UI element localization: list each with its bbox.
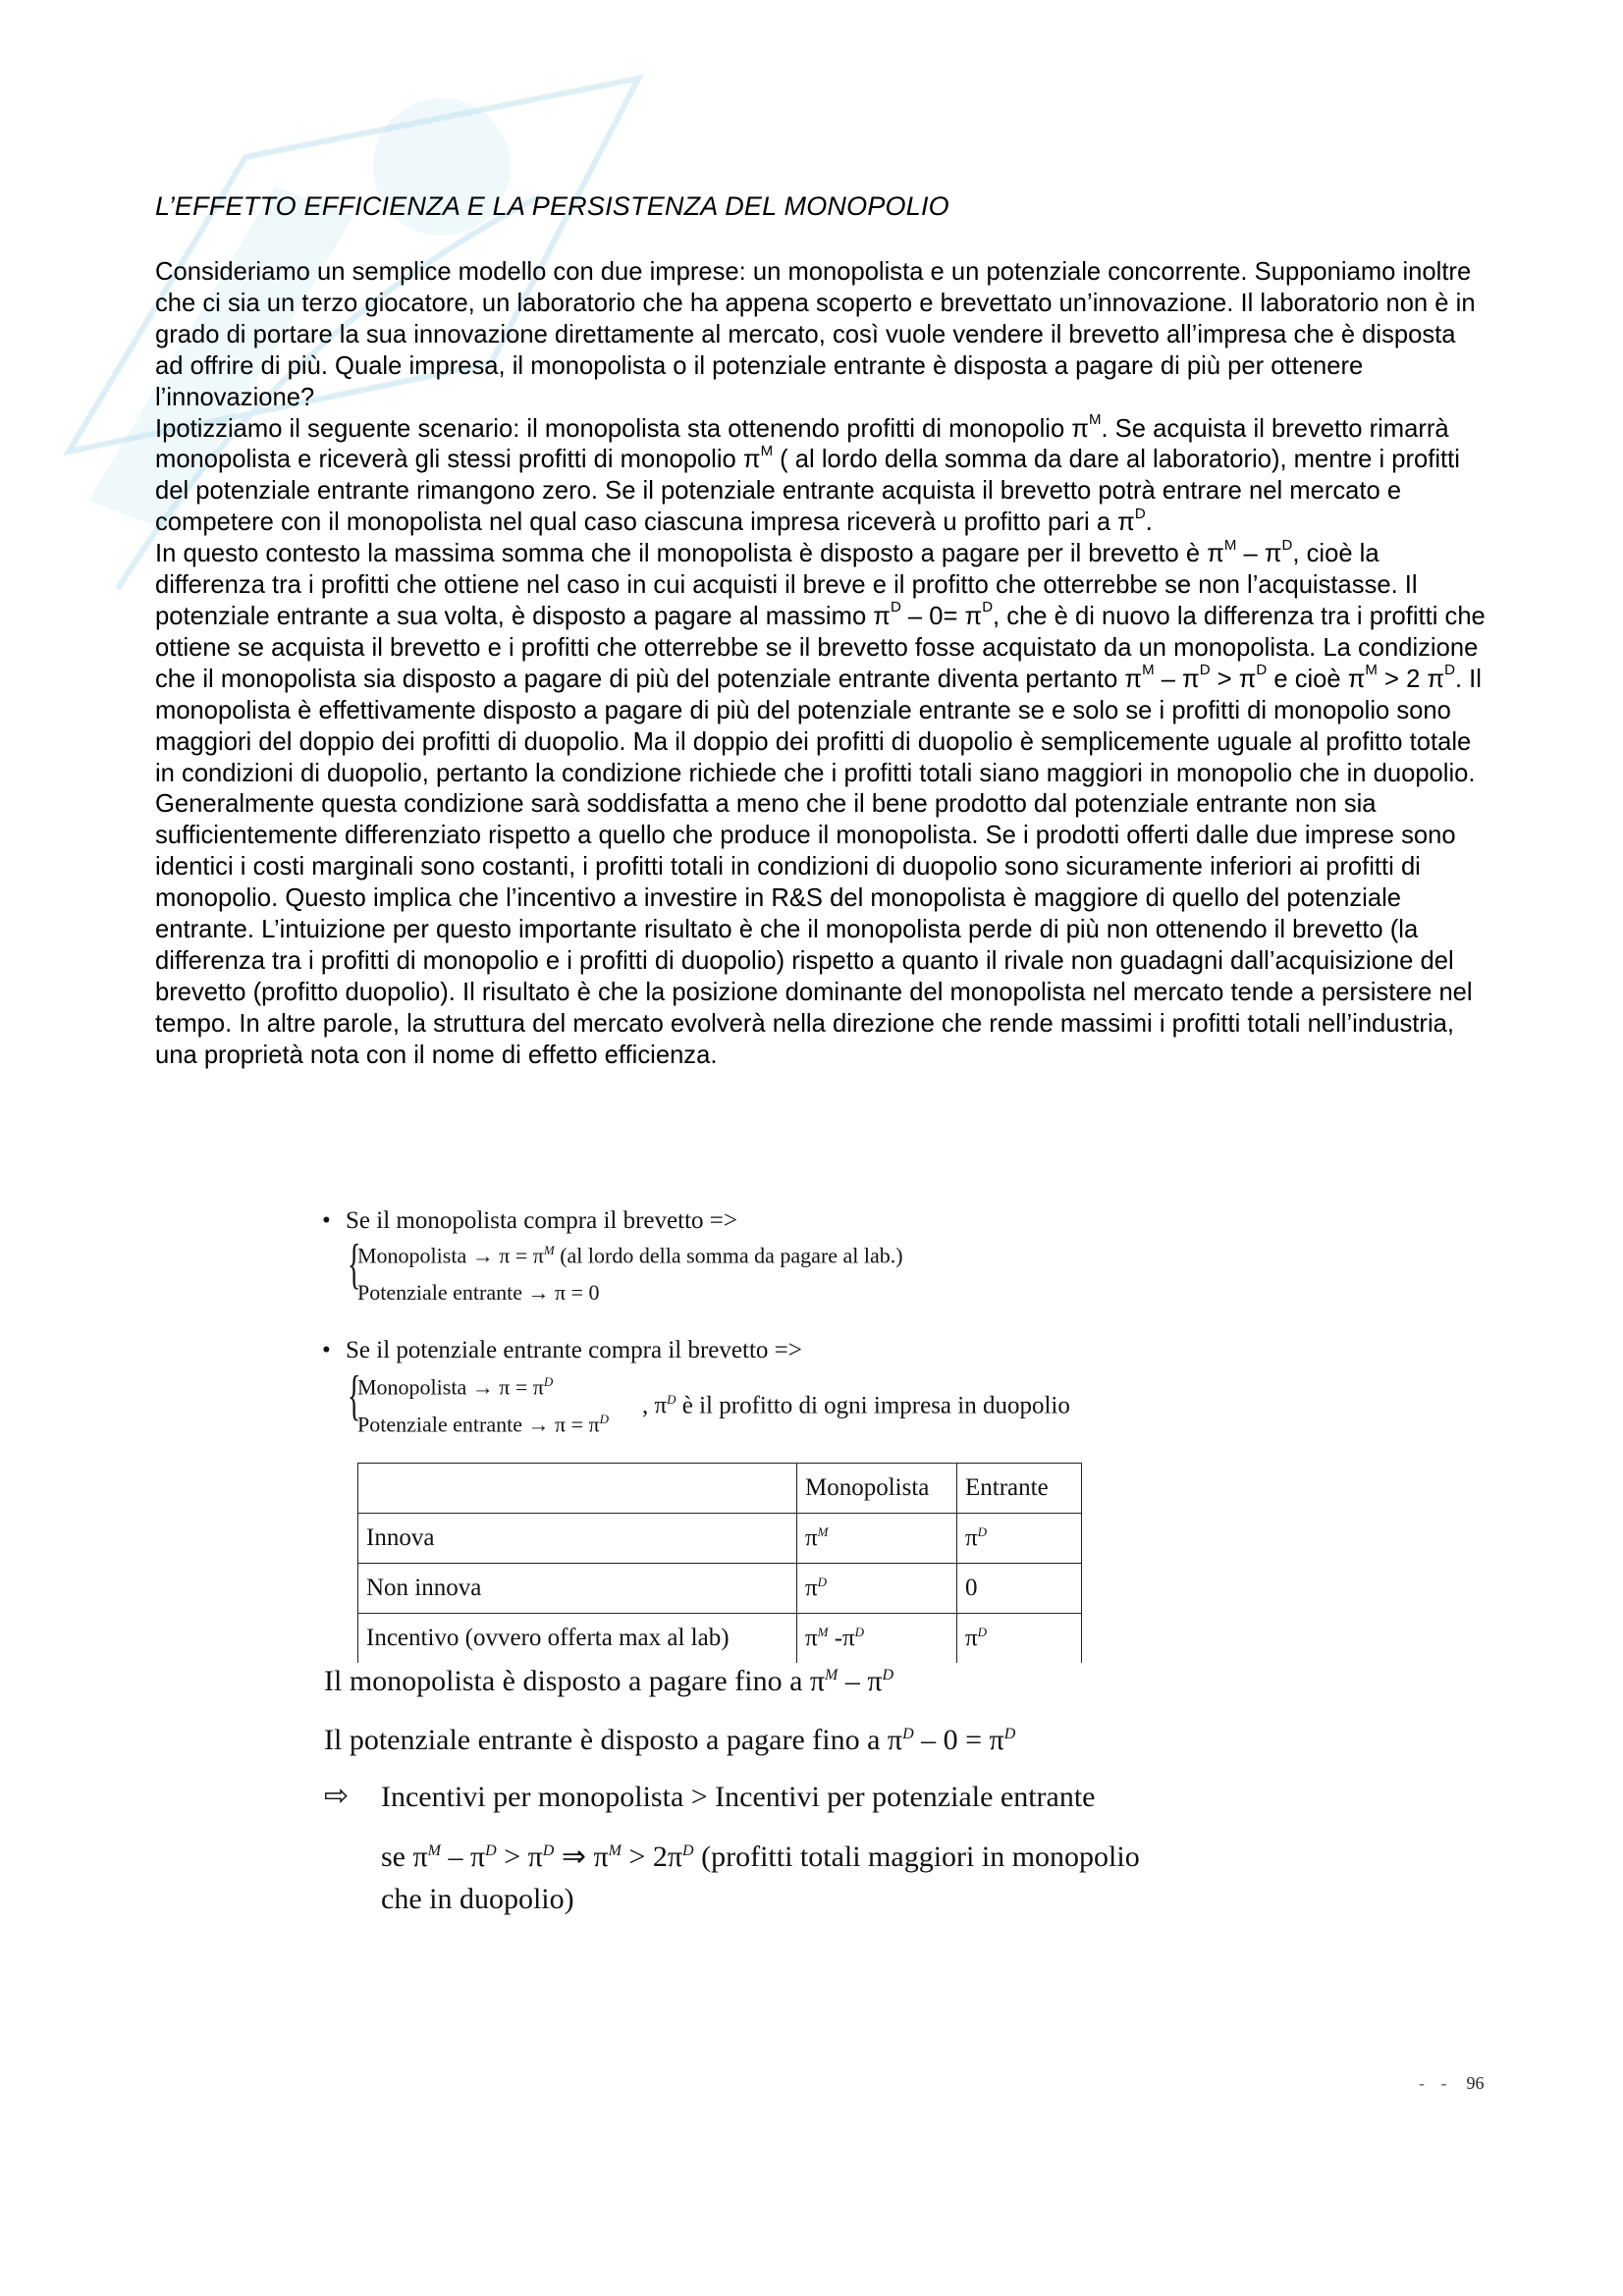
body-text xyxy=(155,257,1487,1072)
table-row xyxy=(358,1514,1082,1564)
bullet-2: • Se il potenziale entrante compra il brevetto => xyxy=(322,1337,802,1363)
page-title: L’EFFETTO EFFICIENZA E LA PERSISTENZA DEL MONOPOLIO xyxy=(155,191,949,221)
conclusion-entrante: Il potenziale entrante è disposto a pagare fino a $\pi^D - 0 = \pi^D$ xyxy=(324,1724,1016,1756)
case2-entrante: Potenziale entrante → $\pi = \pi^D$ xyxy=(357,1412,609,1437)
conclusion-incentivi: Incentivi per monopolista > Incentivi per potenziale entrante xyxy=(381,1781,1096,1813)
table-cell: Incentivo (ovvero offerta max al lab) xyxy=(358,1614,797,1664)
table-cell: Non innova xyxy=(358,1564,797,1614)
paragraph-2: Ipotizziamo il seguente scenario: il monopolista sta ottenendo profitti di monopolio $\pi^M$. Se acquista il brevetto rimarrà monopolista e riceverà gli stessi profitti di monopolio $\pi^M$ ( al lordo della somma da dare al laboratorio), mentre i profitti del potenziale entrante rimangono zero. Se il potenziale entrante acquista il brevetto potrà entrare nel mercato e competere con il monopolista nel qual caso ciascuna impresa riceverà u profitto pari a $\pi^D$. xyxy=(155,411,1460,537)
table-cell: Innova xyxy=(358,1514,797,1564)
page-number: 96 xyxy=(1466,2073,1485,2093)
page-footer xyxy=(1419,2073,1485,2094)
brace-2: { xyxy=(348,1365,361,1426)
case1-entrante: Potenziale entrante → π = 0 xyxy=(357,1280,600,1305)
table-cell: $\pi^D$ xyxy=(957,1514,1082,1564)
table-row xyxy=(358,1564,1082,1614)
conclusion-condizione: se $\pi^M - \pi^D > \pi^D$ ⇒ $\pi^M > 2\pi^D$ (profitti totali maggiori in monopolio xyxy=(381,1841,1140,1873)
conclusion-monopolista: Il monopolista è disposto a pagare fino a $\pi^M - \pi^D$ xyxy=(324,1665,894,1697)
conclusion-condizione-cont: che in duopolio) xyxy=(381,1883,574,1915)
table-header-cell: Monopolista xyxy=(797,1464,957,1514)
table-header-cell: Entrante xyxy=(957,1464,1082,1514)
payoff-table xyxy=(357,1463,1082,1663)
table-cell: $\pi^M$ $-\pi^D$ xyxy=(797,1614,957,1664)
table-header-cell xyxy=(358,1464,797,1514)
paragraph-1: Consideriamo un semplice modello con due imprese: un monopolista e un potenziale concorrente. Supponiamo inoltre che ci sia un terzo giocatore, un laboratorio che ha appena scoperto e brevettato un’innovazione. Il laboratorio non è in grado di portare la sua innovazione direttamente al mercato, così vuole vendere il brevetto all’impresa che è disposta ad offrire di più. Quale impresa, il monopolista o il potenziale entrante è disposta a pagare di più per ottenere l’innovazione? xyxy=(155,258,1476,411)
case2-monopolista: Monopolista → $\pi = \pi^D$ xyxy=(357,1374,554,1400)
table-cell: 0 xyxy=(957,1564,1082,1614)
paragraph-3: In questo contesto la massima somma che il monopolista è disposto a pagare per il brevetto è $\pi^M - \pi^D$, cioè la differenza tra i profitti che ottiene nel caso in cui acquisti il breve e il profitto che otterrebbe se non l’acquistasse. Il potenziale entrante a sua volta, è disposto a pagare al massimo $\pi^D - 0= \pi^D$, che è di nuovo la differenza tra i profitti che ottiene se acquista il brevetto e i profitti che otterrebbe se il brevetto fosse acquistato da un monopolista. La condizione che il monopolista sia disposto a pagare di più del potenziale entrante diventa pertanto $\pi^M - \pi^D > \pi^D$ e cioè $\pi^M > 2$ $\pi^D$. Il monopolista è effettivamente disposto a pagare di più del potenziale entrante se e solo se i profitti di monopolio sono maggiori del doppio dei profitti di duopolio. Ma il doppio dei profitti di duopolio è semplicemente uguale al profitto totale in condizioni di duopolio, pertanto la condizione richiede che i profitti totali siano maggiori in monopolio che in duopolio. Generalmente questa condizione sarà soddisfatta a meno che il bene prodotto dal potenziale entrante non sia sufficientemente differenziato rispetto a quello che produce il monopolista. Se i prodotti offerti dalle due imprese sono identici i costi marginali sono costanti, i profitti totali in condizioni di duopolio sono sicuramente inferiori ai profitti di monopolio. Questo implica che l’incentivo a investire in R&S del monopolista è maggiore di quello del potenziale entrante. L’intuizione per questo importante risultato è che il monopolista perde di più non ottenendo il brevetto (la differenza tra i profitti di monopolio e i profitti di duopolio) rispetto a quanto il rivale non guadagni dall’acquisizione del brevetto (profitto duopolio). Il risultato è che la posizione dominante del monopolista nel mercato tende a persistere nel tempo. In altre parole, la struttura del mercato evolverà nella direzione che rende massimi i profitti totali nell’industria, una proprietà nota con il nome di effetto efficienza. xyxy=(155,536,1486,1069)
slide-figure xyxy=(314,1196,1296,1942)
case1-monopolista: Monopolista → $\pi = \pi^M$ (al lordo della somma da pagare al lab.) xyxy=(357,1243,903,1268)
table-cell: $\pi^D$ xyxy=(957,1614,1082,1664)
table-row xyxy=(358,1614,1082,1664)
table-cell: $\pi^M$ xyxy=(797,1514,957,1564)
footer-dashes: - - xyxy=(1419,2073,1453,2093)
table-cell: $\pi^D$ xyxy=(797,1564,957,1614)
arrow-icon: ⇨ xyxy=(324,1780,350,1812)
brace-1: { xyxy=(348,1234,361,1295)
bullet-1: • Se il monopolista compra il brevetto => xyxy=(322,1207,737,1234)
table-header-row xyxy=(358,1464,1082,1514)
case2-note: , $\pi^D$ è il profitto di ogni impresa in duopolio xyxy=(642,1392,1070,1419)
